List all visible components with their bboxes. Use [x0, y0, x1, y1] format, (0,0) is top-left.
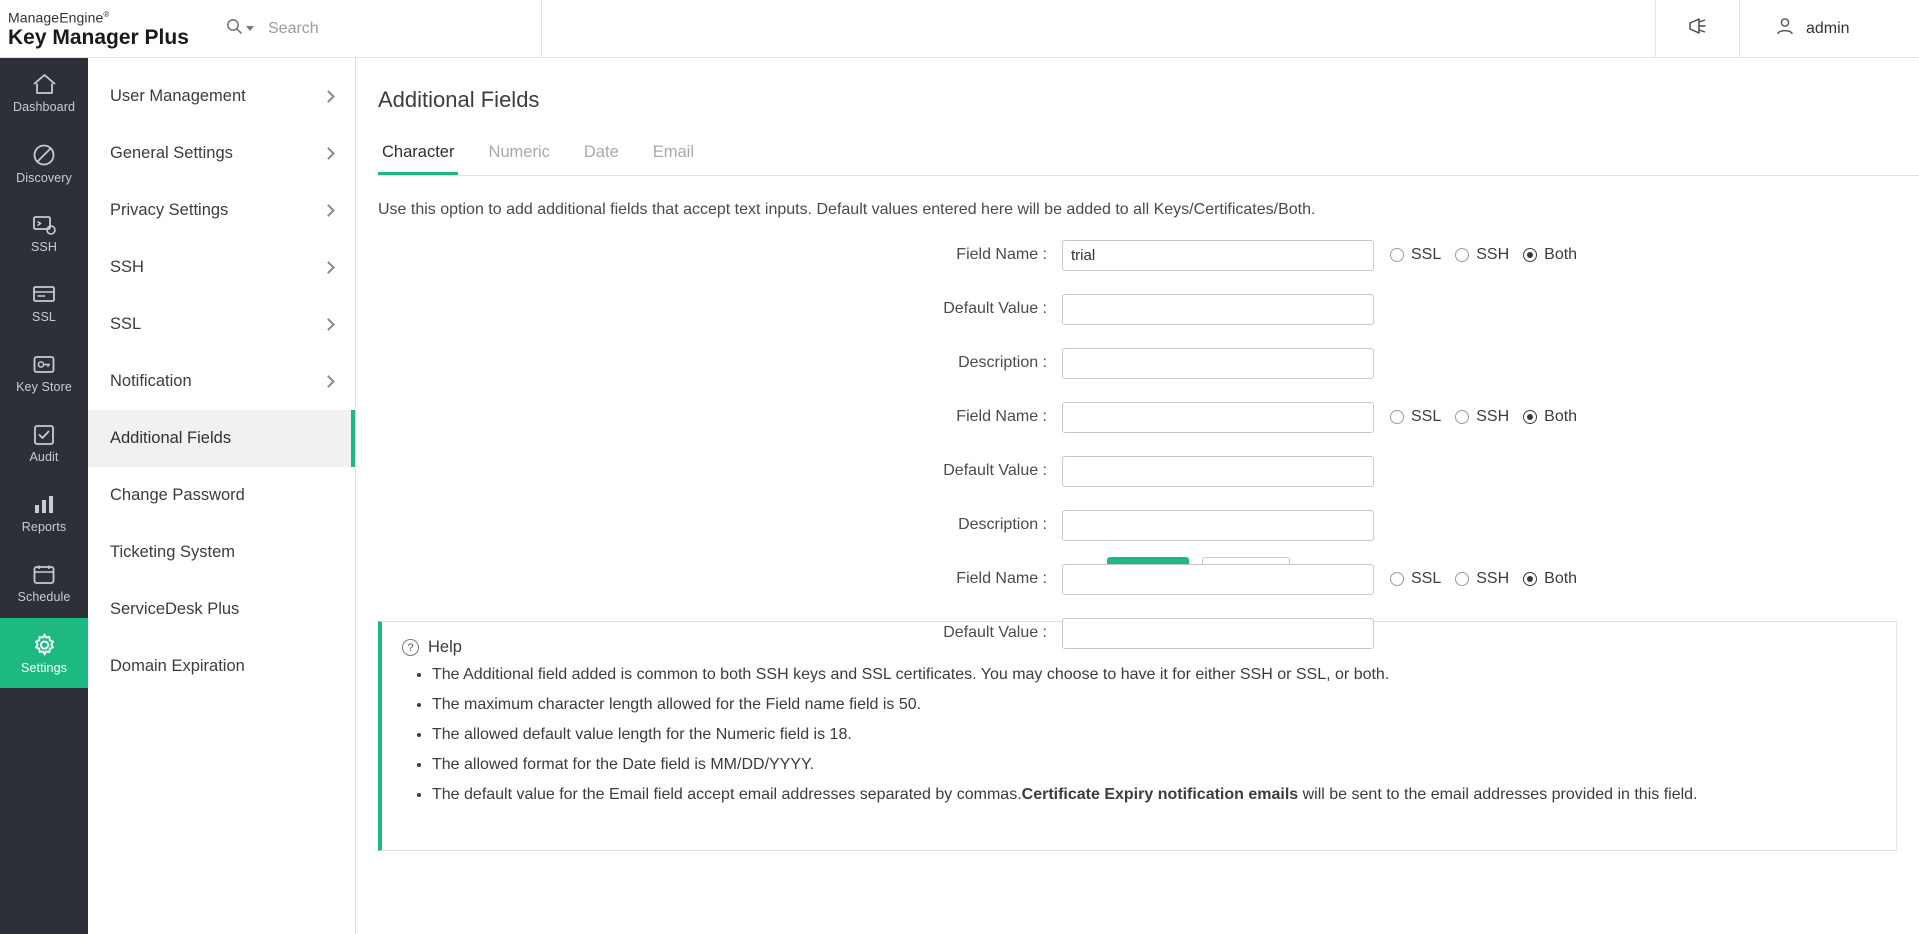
default-value-input-3[interactable] — [1062, 618, 1374, 649]
main-content — [356, 58, 1919, 934]
description-input-2[interactable] — [1062, 510, 1374, 541]
rail-item-ssh[interactable] — [0, 198, 88, 268]
submenu-label: Privacy Settings — [110, 201, 229, 219]
rail-label: SSH — [30, 239, 57, 254]
scope-radio-group-2 — [1390, 408, 1591, 426]
form-row — [356, 449, 1919, 493]
chevron-right-icon — [322, 90, 335, 103]
help-item-text: The default value for the Email field accept email addresses separated by commas. — [432, 786, 1022, 803]
ssl-icon — [31, 283, 57, 307]
submenu-label: SSH — [110, 258, 144, 276]
home-icon — [31, 72, 58, 97]
field-name-input-1[interactable] — [1062, 240, 1374, 271]
submenu-label: Ticketing System — [110, 543, 236, 561]
default-value-input-1[interactable] — [1062, 294, 1374, 325]
field-label: Default Value : — [943, 624, 1047, 641]
announcement-button[interactable] — [1655, 0, 1739, 57]
help-list-item — [432, 785, 1876, 805]
field-label: Description : — [958, 516, 1047, 533]
rail-item-audit[interactable] — [0, 408, 88, 478]
gear-icon — [31, 632, 58, 658]
radio-ssl-3[interactable] — [1390, 570, 1441, 588]
submenu-item-user-management[interactable] — [88, 68, 355, 125]
chevron-right-icon — [322, 261, 335, 274]
submenu-item-ssl[interactable] — [88, 296, 355, 353]
ssh-icon — [31, 213, 57, 237]
radio-label: SSH — [1476, 408, 1510, 425]
rail-item-reports[interactable] — [0, 478, 88, 548]
form-row — [356, 503, 1919, 547]
user-menu[interactable] — [1739, 0, 1919, 57]
top-bar — [0, 0, 1919, 58]
radio-ssl-1[interactable] — [1390, 246, 1441, 264]
radio-label: SSH — [1476, 570, 1510, 587]
rail-label: Dashboard — [12, 100, 76, 114]
submenu-label: Additional Fields — [110, 429, 232, 447]
schedule-icon — [31, 563, 57, 587]
chevron-right-icon — [322, 375, 335, 388]
submenu-item-notification[interactable] — [88, 353, 355, 410]
search-icon — [226, 18, 243, 40]
radio-circle — [1390, 410, 1404, 424]
help-item-text: The allowed format for the Date field is MM/DD/YYYY. — [432, 756, 815, 773]
tab-character[interactable]: Character — [378, 143, 458, 175]
field-label: Description : — [958, 354, 1047, 371]
form-row — [356, 233, 1919, 277]
chevron-right-icon — [322, 204, 335, 217]
field-name-input-2[interactable] — [1062, 402, 1374, 433]
radio-ssh-2[interactable] — [1455, 408, 1509, 426]
search-scope-dropdown[interactable] — [226, 18, 254, 40]
rail-label: Audit — [29, 449, 59, 464]
radio-circle — [1523, 248, 1537, 262]
radio-label: SSL — [1411, 246, 1442, 263]
submenu-label: SSL — [110, 315, 142, 333]
submenu-label: Notification — [110, 372, 192, 390]
default-value-input-2[interactable] — [1062, 456, 1374, 487]
rail-label: Discovery — [16, 170, 72, 185]
field-label: Field Name : — [956, 408, 1047, 425]
tab-email[interactable]: Email — [652, 143, 695, 161]
field-label: Field Name : — [956, 246, 1047, 263]
audit-icon — [31, 423, 57, 447]
radio-circle — [1390, 248, 1404, 262]
submenu-label: ServiceDesk Plus — [110, 600, 240, 618]
settings-submenu — [88, 58, 356, 934]
submenu-item-domain-expiration[interactable] — [88, 638, 355, 695]
form-row — [356, 287, 1919, 331]
radio-both-1[interactable] — [1523, 246, 1577, 264]
radio-circle — [1523, 572, 1537, 586]
submenu-item-ticketing-system[interactable] — [88, 524, 355, 581]
submenu-item-ssh[interactable] — [88, 239, 355, 296]
chevron-right-icon — [322, 318, 335, 331]
help-list — [402, 665, 1876, 805]
help-title: Help — [428, 638, 462, 656]
radio-label: SSL — [1411, 408, 1442, 425]
help-list-item — [432, 725, 1876, 745]
form-row — [356, 557, 1919, 601]
radio-label: Both — [1544, 408, 1578, 425]
topbar-right — [1655, 0, 1919, 57]
tab-date[interactable]: Date — [583, 143, 619, 161]
rail-item-settings[interactable] — [0, 618, 88, 688]
user-name-label: admin — [1806, 19, 1850, 37]
radio-label: SSH — [1476, 246, 1510, 263]
help-list-item — [432, 695, 1876, 715]
field-label: Default Value : — [943, 300, 1047, 317]
rail-label: SSL — [32, 309, 56, 324]
primary-nav-rail — [0, 58, 88, 934]
help-list-item — [432, 665, 1876, 685]
field-name-input-3[interactable] — [1062, 564, 1374, 595]
radio-label: Both — [1544, 570, 1578, 587]
brand-company-text: ManageEngine — [8, 9, 104, 26]
rail-item-discovery[interactable] — [0, 128, 88, 198]
brand-company — [8, 7, 212, 26]
rail-label: Schedule — [17, 589, 71, 604]
radio-label: SSL — [1411, 570, 1442, 587]
submenu-item-privacy-settings[interactable] — [88, 182, 355, 239]
help-item-text: The maximum character length allowed for the Field name field is 50. — [432, 696, 922, 713]
radio-circle — [1523, 410, 1537, 424]
submenu-label: General Settings — [110, 144, 233, 162]
submenu-item-change-password[interactable] — [88, 467, 355, 524]
submenu-item-additional-fields[interactable] — [88, 410, 355, 467]
form-row — [356, 611, 1919, 655]
help-item-bold: Certificate Expiry notification emails — [1021, 786, 1299, 803]
radio-ssh-1[interactable] — [1455, 246, 1509, 264]
form-row — [356, 341, 1919, 385]
search-bar — [212, 0, 542, 57]
registered-trademark-icon: ® — [103, 10, 110, 20]
form-row — [356, 395, 1919, 439]
user-icon — [1774, 15, 1796, 42]
brand-product: Key Manager Plus — [8, 25, 189, 49]
radio-circle — [1455, 410, 1469, 424]
help-list-item — [432, 755, 1876, 775]
help-item-text: The allowed default value length for the Numeric field is 18. — [432, 726, 852, 743]
search-input[interactable] — [266, 19, 516, 39]
radio-both-3[interactable] — [1523, 570, 1577, 588]
chevron-down-icon — [246, 26, 254, 31]
scope-radio-group-3 — [1390, 570, 1591, 588]
submenu-item-servicedesk-plus[interactable] — [88, 581, 355, 638]
brand-logo[interactable] — [0, 0, 212, 57]
rail-item-key-store[interactable] — [0, 338, 88, 408]
tab-bar — [378, 143, 1919, 176]
rail-label: Reports — [21, 519, 67, 534]
page-title: Additional Fields — [378, 87, 540, 112]
tab-numeric[interactable]: Numeric — [488, 143, 550, 161]
announcement-icon — [1686, 14, 1710, 43]
rail-item-ssl[interactable] — [0, 268, 88, 338]
field-label: Default Value : — [943, 462, 1047, 479]
reports-icon — [31, 493, 57, 517]
rail-label: Key Store — [16, 379, 72, 394]
radio-both-2[interactable] — [1523, 408, 1577, 426]
scope-radio-group-1 — [1390, 246, 1591, 264]
chevron-right-icon — [322, 147, 335, 160]
submenu-label: Domain Expiration — [110, 657, 245, 675]
field-label: Field Name : — [956, 570, 1047, 587]
submenu-item-general-settings[interactable] — [88, 125, 355, 182]
key-store-icon — [31, 353, 57, 377]
radio-ssh-3[interactable] — [1455, 570, 1509, 588]
topbar-spacer — [542, 0, 1655, 57]
submenu-label: User Management — [110, 87, 246, 105]
helper-text: Use this option to add additional fields that accept text inputs. Default values entered here will be added to all Keys/Certificates/Both. — [378, 201, 1316, 218]
radio-ssl-2[interactable] — [1390, 408, 1441, 426]
help-item-text: The Additional field added is common to both SSH keys and SSL certificates. You may choose to have it for either SSH or SSL, or both. — [432, 666, 1390, 683]
help-item-after: will be sent to the email addresses provided in this field. — [1298, 786, 1698, 803]
radio-label: Both — [1544, 246, 1578, 263]
submenu-label: Change Password — [110, 486, 245, 504]
radio-circle — [1455, 572, 1469, 586]
rail-item-dashboard[interactable] — [0, 58, 88, 128]
radio-circle — [1390, 572, 1404, 586]
rail-label: Settings — [21, 660, 67, 675]
discovery-icon — [31, 142, 57, 168]
help-panel — [378, 621, 1897, 851]
description-input-1[interactable] — [1062, 348, 1374, 379]
radio-circle — [1455, 248, 1469, 262]
additional-fields-form — [356, 233, 1919, 641]
rail-item-schedule[interactable] — [0, 548, 88, 618]
question-mark-icon: ? — [402, 639, 419, 656]
